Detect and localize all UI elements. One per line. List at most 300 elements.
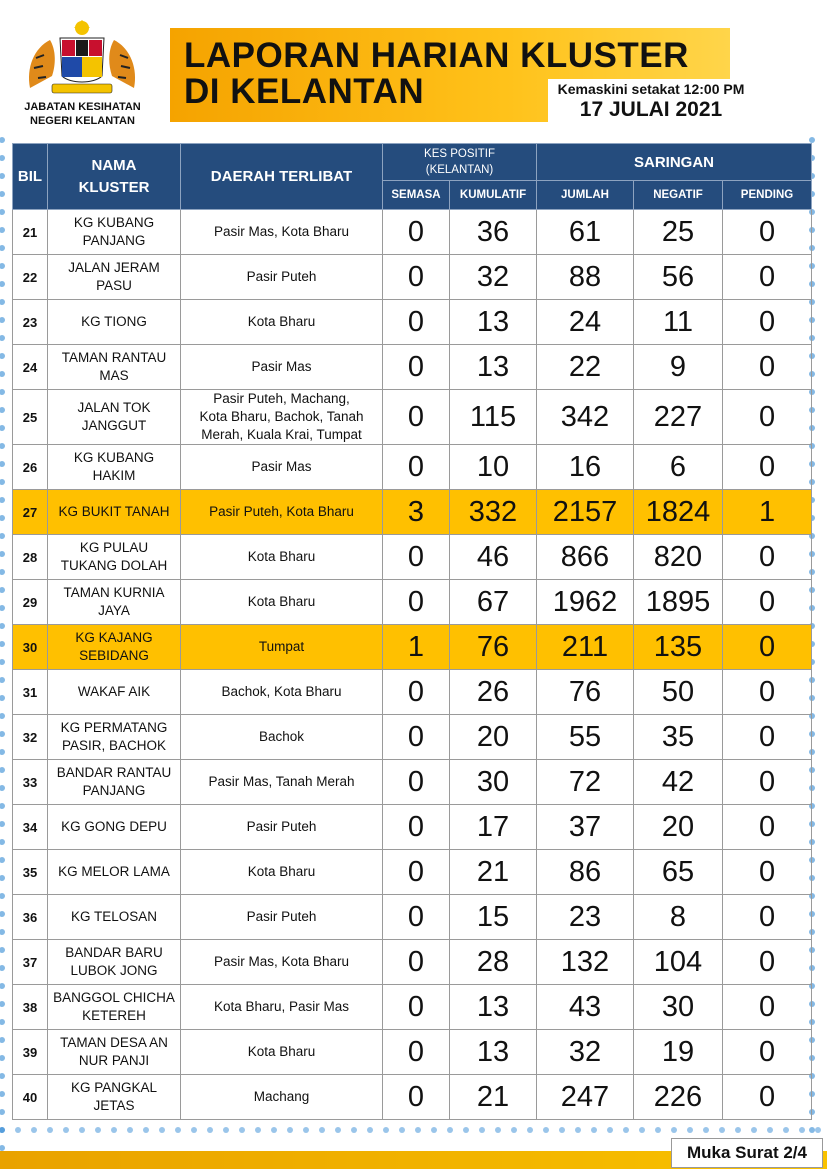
- cell-semasa: [383, 805, 450, 850]
- cell-nama-kluster-text: KG PULAU: [79, 540, 149, 555]
- cell-semasa-text: 0: [407, 856, 425, 888]
- cell-jumlah: [537, 895, 634, 940]
- cell-nama-kluster-text: TAMAN KURNIA: [63, 585, 165, 600]
- cell-negatif-text: 6: [669, 451, 687, 483]
- cell-semasa: [383, 580, 450, 625]
- cell-semasa: [383, 1030, 450, 1075]
- cell-jumlah: [537, 210, 634, 255]
- cell-daerah-text: Kota Bharu: [247, 594, 316, 609]
- cell-semasa-text: 0: [407, 946, 425, 978]
- cell-jumlah: [537, 535, 634, 580]
- table-row: [13, 1030, 812, 1075]
- cell-pending-text: 0: [758, 261, 776, 293]
- cell-pending: [723, 445, 812, 490]
- cell-negatif-text: 8: [669, 901, 687, 933]
- cell-semasa-text: 0: [407, 541, 425, 573]
- cell-daerah: [181, 895, 383, 940]
- table-row: [13, 850, 812, 895]
- cell-jumlah: [537, 345, 634, 390]
- cell-negatif: [634, 805, 723, 850]
- cell-pending-text: 1: [758, 496, 776, 528]
- cell-bil: [13, 805, 48, 850]
- cell-pending-text: 0: [758, 1081, 776, 1113]
- cell-negatif-text: 11: [662, 306, 694, 338]
- cell-nama-kluster: [48, 625, 181, 670]
- cell-negatif-text: 226: [653, 1081, 703, 1113]
- cell-jumlah: [537, 300, 634, 345]
- table-row: [13, 445, 812, 490]
- cell-kumulatif: [450, 490, 537, 535]
- cell-nama-kluster: [48, 255, 181, 300]
- cell-negatif: [634, 670, 723, 715]
- cell-daerah: [181, 670, 383, 715]
- cell-jumlah: [537, 850, 634, 895]
- cell-daerah: [181, 535, 383, 580]
- cell-daerah-text: Bachok, Kota Bharu: [221, 684, 342, 699]
- cell-jumlah-text: 22: [568, 351, 602, 383]
- cell-kumulatif-text: 30: [476, 766, 510, 798]
- malaysia-coat-of-arms-icon: [22, 18, 142, 100]
- cell-nama-kluster-text: KG KUBANG: [73, 450, 155, 465]
- cell-nama-kluster-text: JETAS: [93, 1098, 135, 1113]
- cell-negatif-text: 65: [661, 856, 695, 888]
- table-row: [13, 580, 812, 625]
- cell-bil: [13, 255, 48, 300]
- page-number-label: Muka Surat 2/4: [671, 1138, 823, 1168]
- cell-negatif: [634, 625, 723, 670]
- cell-semasa-text: 0: [407, 306, 425, 338]
- cell-daerah-text: Pasir Puteh: [246, 909, 317, 924]
- cell-kumulatif-text: 13: [476, 351, 510, 383]
- cell-jumlah-text: 24: [568, 306, 602, 338]
- cell-semasa-text: 0: [407, 401, 425, 433]
- cell-jumlah: [537, 985, 634, 1030]
- cell-kumulatif-text: 28: [476, 946, 510, 978]
- cell-semasa: [383, 210, 450, 255]
- cell-bil: [13, 895, 48, 940]
- table-row: [13, 895, 812, 940]
- cell-daerah: [181, 1030, 383, 1075]
- cell-kumulatif-text: 46: [476, 541, 510, 573]
- date-panel: [548, 79, 754, 126]
- cell-negatif-text: 1824: [645, 496, 711, 528]
- cell-bil-text: 39: [22, 1044, 38, 1060]
- cell-nama-kluster-text: JALAN TOK: [77, 400, 151, 415]
- cell-kumulatif: [450, 760, 537, 805]
- table-row: [13, 670, 812, 715]
- cell-semasa-text: 0: [407, 351, 425, 383]
- cell-negatif: [634, 345, 723, 390]
- cell-nama-kluster: [48, 490, 181, 535]
- cell-semasa: [383, 300, 450, 345]
- cell-kumulatif: [450, 850, 537, 895]
- cell-kumulatif-text: 32: [476, 261, 510, 293]
- cell-pending: [723, 985, 812, 1030]
- agency-name: [0, 100, 165, 128]
- cell-daerah-text: Pasir Mas, Kota Bharu: [213, 224, 350, 239]
- cell-negatif: [634, 580, 723, 625]
- cell-nama-kluster: [48, 300, 181, 345]
- cell-semasa-text: 0: [407, 451, 425, 483]
- cell-jumlah: [537, 940, 634, 985]
- table-row: [13, 300, 812, 345]
- cell-bil-text: 28: [22, 549, 38, 565]
- cell-bil-text: 40: [22, 1089, 38, 1105]
- cell-daerah: [181, 390, 383, 445]
- cell-jumlah: [537, 255, 634, 300]
- cell-bil-text: 32: [22, 729, 38, 745]
- cell-bil-text: 35: [22, 864, 38, 880]
- cell-daerah-text: Kota Bharu: [247, 549, 316, 564]
- cell-jumlah-text: 43: [568, 991, 602, 1023]
- cell-semasa: [383, 670, 450, 715]
- table-row: [13, 760, 812, 805]
- cell-bil: [13, 1030, 48, 1075]
- cell-nama-kluster-text: MAS: [99, 368, 129, 383]
- cell-daerah-text: Kota Bharu: [247, 1044, 316, 1059]
- cell-jumlah: [537, 760, 634, 805]
- table-row: [13, 715, 812, 760]
- cell-nama-kluster-text: KG MELOR LAMA: [58, 864, 170, 879]
- cell-daerah: [181, 760, 383, 805]
- cell-bil-text: 25: [22, 409, 38, 425]
- cell-bil: [13, 345, 48, 390]
- cell-jumlah-text: 247: [560, 1081, 610, 1113]
- cell-kumulatif-text: 115: [469, 401, 517, 433]
- cell-semasa: [383, 490, 450, 535]
- cell-nama-kluster: [48, 390, 181, 445]
- cell-semasa-text: 3: [407, 496, 425, 528]
- cell-kumulatif-text: 13: [476, 1036, 510, 1068]
- cell-bil: [13, 850, 48, 895]
- cell-bil-text: 27: [22, 504, 38, 520]
- cell-negatif: [634, 490, 723, 535]
- cell-jumlah: [537, 1075, 634, 1120]
- cell-kumulatif: [450, 670, 537, 715]
- cell-negatif-text: 25: [661, 216, 695, 248]
- col-header-daerah: DAERAH TERLIBAT: [181, 144, 383, 210]
- cell-negatif-text: 9: [669, 351, 687, 383]
- cell-daerah-text: Pasir Mas: [251, 359, 312, 374]
- cell-kumulatif-text: 36: [476, 216, 510, 248]
- cell-daerah: [181, 490, 383, 535]
- table-row: [13, 390, 812, 445]
- cell-negatif-text: 35: [661, 721, 695, 753]
- cell-pending-text: 0: [758, 1036, 776, 1068]
- table-row: [13, 490, 812, 535]
- cell-jumlah: [537, 390, 634, 445]
- cell-jumlah-text: 37: [568, 811, 602, 843]
- cell-nama-kluster-text: NUR PANJI: [78, 1053, 150, 1068]
- table-row: [13, 940, 812, 985]
- col-header-semasa: SEMASA: [383, 181, 450, 210]
- cell-bil: [13, 445, 48, 490]
- cell-daerah-text: Pasir Puteh: [246, 819, 317, 834]
- table-row: [13, 345, 812, 390]
- cell-nama-kluster: [48, 445, 181, 490]
- cell-jumlah-text: 2157: [552, 496, 618, 528]
- cell-bil-text: 26: [22, 459, 38, 475]
- cell-nama-kluster-text: SEBIDANG: [79, 648, 149, 663]
- cell-kumulatif-text: 15: [476, 901, 510, 933]
- cell-negatif: [634, 1030, 723, 1075]
- cell-jumlah: [537, 625, 634, 670]
- cell-jumlah: [537, 445, 634, 490]
- cell-semasa-text: 0: [407, 901, 425, 933]
- cell-kumulatif-text: 332: [468, 496, 518, 528]
- cell-nama-kluster-text: LUBOK JONG: [70, 963, 158, 978]
- cell-semasa: [383, 625, 450, 670]
- cell-jumlah-text: 86: [568, 856, 602, 888]
- cell-daerah-text: Kota Bharu: [247, 314, 316, 329]
- table-row: [13, 210, 812, 255]
- cell-pending-text: 0: [758, 901, 776, 933]
- cell-pending: [723, 535, 812, 580]
- cell-pending-text: 0: [758, 991, 776, 1023]
- cell-jumlah: [537, 805, 634, 850]
- col-header-nama-kluster: NAMA KLUSTER: [48, 144, 181, 210]
- cell-nama-kluster-text: PASU: [96, 278, 132, 293]
- cell-bil: [13, 535, 48, 580]
- cell-daerah-text: Pasir Mas: [251, 459, 312, 474]
- cell-pending-text: 0: [758, 401, 776, 433]
- cell-bil: [13, 760, 48, 805]
- cell-semasa-text: 0: [407, 261, 425, 293]
- cell-nama-kluster-text: JANGGUT: [81, 418, 147, 433]
- cell-nama-kluster-text: PASIR, BACHOK: [61, 738, 167, 753]
- cell-bil-text: 21: [22, 224, 38, 240]
- report-title-line-2: DI KELANTAN: [184, 72, 425, 111]
- cell-semasa-text: 0: [407, 1036, 425, 1068]
- cell-nama-kluster-text: KG KUBANG: [73, 215, 155, 230]
- cell-semasa: [383, 940, 450, 985]
- cell-daerah-text: Merah, Kuala Krai, Tumpat: [201, 427, 362, 442]
- cell-pending-text: 0: [758, 811, 776, 843]
- col-header-negatif: NEGATIF: [634, 181, 723, 210]
- cell-pending: [723, 210, 812, 255]
- cell-negatif: [634, 760, 723, 805]
- cell-daerah-text: Pasir Mas, Kota Bharu: [213, 954, 350, 969]
- cell-pending: [723, 895, 812, 940]
- cell-jumlah-text: 342: [560, 401, 610, 433]
- table-row: [13, 985, 812, 1030]
- cell-nama-kluster-text: PANJANG: [82, 233, 146, 248]
- cell-kumulatif-text: 67: [476, 586, 510, 618]
- cell-pending: [723, 1030, 812, 1075]
- cell-nama-kluster-text: KG GONG DEPU: [61, 819, 167, 834]
- cell-negatif-text: 42: [661, 766, 695, 798]
- cell-jumlah: [537, 670, 634, 715]
- cell-bil: [13, 940, 48, 985]
- table-row: [13, 625, 812, 670]
- cell-nama-kluster: [48, 670, 181, 715]
- cell-kumulatif: [450, 805, 537, 850]
- cell-nama-kluster-text: PANJANG: [82, 783, 146, 798]
- cell-jumlah-text: 23: [568, 901, 602, 933]
- agency-line-2: NEGERI KELANTAN: [30, 115, 135, 127]
- cell-nama-kluster-text: KG TELOSAN: [70, 909, 158, 924]
- cell-nama-kluster: [48, 940, 181, 985]
- cell-negatif: [634, 940, 723, 985]
- cell-pending: [723, 715, 812, 760]
- cell-nama-kluster-text: TAMAN RANTAU: [61, 350, 167, 365]
- cell-nama-kluster: [48, 805, 181, 850]
- cell-pending: [723, 940, 812, 985]
- cell-negatif-text: 227: [653, 401, 703, 433]
- cell-daerah-text: Kota Bharu: [247, 864, 316, 879]
- cell-kumulatif: [450, 625, 537, 670]
- cell-nama-kluster: [48, 850, 181, 895]
- cell-pending-text: 0: [758, 766, 776, 798]
- cell-negatif: [634, 390, 723, 445]
- group-header-saringan: SARINGAN: [537, 144, 812, 181]
- col-header-pending: PENDING: [723, 181, 812, 210]
- cell-kumulatif: [450, 210, 537, 255]
- cell-daerah-text: Kota Bharu, Bachok, Tanah: [199, 409, 364, 424]
- cell-semasa: [383, 1075, 450, 1120]
- cell-pending: [723, 1075, 812, 1120]
- cell-daerah: [181, 580, 383, 625]
- cell-kumulatif: [450, 535, 537, 580]
- cell-semasa-text: 0: [407, 216, 425, 248]
- cell-daerah: [181, 210, 383, 255]
- group-header-kes-positif: KES POSITIF (KELANTAN): [383, 144, 537, 181]
- cell-kumulatif: [450, 300, 537, 345]
- cell-jumlah-text: 88: [568, 261, 602, 293]
- cell-negatif-text: 50: [661, 676, 695, 708]
- cell-daerah: [181, 300, 383, 345]
- cluster-table: [12, 143, 812, 1120]
- cell-nama-kluster-text: HAKIM: [92, 468, 136, 483]
- cell-bil: [13, 625, 48, 670]
- cell-semasa: [383, 760, 450, 805]
- cell-nama-kluster-text: KETEREH: [82, 1008, 146, 1023]
- cell-negatif-text: 56: [661, 261, 695, 293]
- cell-nama-kluster: [48, 760, 181, 805]
- table-row: [13, 805, 812, 850]
- cell-pending-text: 0: [758, 856, 776, 888]
- report-title-line-1: LAPORAN HARIAN KLUSTER: [184, 36, 689, 75]
- cell-negatif-text: 820: [653, 541, 703, 573]
- cell-semasa: [383, 345, 450, 390]
- cell-nama-kluster-text: BANGGOL CHICHA: [53, 990, 175, 1005]
- cell-kumulatif-text: 13: [476, 306, 510, 338]
- cell-semasa-text: 0: [407, 721, 425, 753]
- cell-negatif: [634, 895, 723, 940]
- cell-pending: [723, 255, 812, 300]
- cell-semasa: [383, 895, 450, 940]
- cell-nama-kluster-text: JAYA: [98, 603, 130, 618]
- cell-kumulatif: [450, 895, 537, 940]
- cell-semasa: [383, 390, 450, 445]
- cell-negatif: [634, 715, 723, 760]
- cell-daerah-text: Pasir Puteh, Machang,: [213, 391, 350, 406]
- cell-semasa: [383, 715, 450, 760]
- cell-bil-text: 34: [22, 819, 38, 835]
- cell-pending: [723, 490, 812, 535]
- cell-semasa: [383, 985, 450, 1030]
- cell-daerah: [181, 345, 383, 390]
- cell-daerah-text: Pasir Mas, Tanah Merah: [208, 774, 355, 789]
- cell-nama-kluster-text: BANDAR RANTAU: [56, 765, 172, 780]
- col-header-bil: BIL: [13, 144, 48, 210]
- cell-semasa-text: 0: [407, 586, 425, 618]
- cell-kumulatif: [450, 940, 537, 985]
- cell-jumlah-text: 76: [568, 676, 602, 708]
- cell-pending: [723, 760, 812, 805]
- cell-pending: [723, 670, 812, 715]
- cell-daerah: [181, 805, 383, 850]
- cell-kumulatif: [450, 580, 537, 625]
- cell-bil-text: 30: [22, 639, 38, 655]
- table-row: [13, 1075, 812, 1120]
- cell-pending: [723, 580, 812, 625]
- cell-bil: [13, 985, 48, 1030]
- cell-bil: [13, 715, 48, 760]
- cell-nama-kluster: [48, 580, 181, 625]
- cell-daerah-text: Bachok: [258, 729, 305, 744]
- cell-pending-text: 0: [758, 721, 776, 753]
- cell-bil-text: 38: [22, 999, 38, 1015]
- cell-bil-text: 29: [22, 594, 38, 610]
- cell-nama-kluster: [48, 895, 181, 940]
- cell-bil: [13, 300, 48, 345]
- cell-pending-text: 0: [758, 216, 776, 248]
- cell-semasa-text: 1: [407, 631, 425, 663]
- cell-daerah-text: Tumpat: [258, 639, 305, 654]
- cell-kumulatif: [450, 445, 537, 490]
- cell-semasa-text: 0: [407, 991, 425, 1023]
- cell-nama-kluster-text: KG TIONG: [81, 314, 147, 329]
- cell-nama-kluster: [48, 535, 181, 580]
- cell-negatif-text: 30: [661, 991, 695, 1023]
- cell-bil: [13, 390, 48, 445]
- cell-pending-text: 0: [758, 451, 776, 483]
- cell-daerah-text: Pasir Puteh, Kota Bharu: [209, 504, 354, 519]
- table-row: [13, 255, 812, 300]
- cell-negatif: [634, 985, 723, 1030]
- cell-bil-text: 36: [22, 909, 38, 925]
- cell-nama-kluster-text: KG PERMATANG: [60, 720, 168, 735]
- cell-jumlah-text: 132: [560, 946, 610, 978]
- cell-negatif: [634, 535, 723, 580]
- cell-semasa-text: 0: [407, 811, 425, 843]
- col-header-jumlah: JUMLAH: [537, 181, 634, 210]
- cell-pending: [723, 625, 812, 670]
- cell-nama-kluster: [48, 985, 181, 1030]
- cell-daerah: [181, 255, 383, 300]
- cell-jumlah: [537, 490, 634, 535]
- cell-kumulatif: [450, 985, 537, 1030]
- cell-pending: [723, 805, 812, 850]
- cell-bil: [13, 580, 48, 625]
- cell-jumlah-text: 1962: [552, 586, 618, 618]
- cell-bil-text: 33: [22, 774, 38, 790]
- cell-daerah: [181, 940, 383, 985]
- cell-pending: [723, 390, 812, 445]
- cell-pending-text: 0: [758, 541, 776, 573]
- cell-bil-text: 37: [22, 954, 38, 970]
- cell-pending-text: 0: [758, 946, 776, 978]
- cell-jumlah-text: 72: [568, 766, 602, 798]
- cell-semasa-text: 0: [407, 766, 425, 798]
- cell-bil: [13, 1075, 48, 1120]
- cell-semasa: [383, 850, 450, 895]
- cell-kumulatif-text: 21: [476, 1081, 510, 1113]
- cell-nama-kluster-text: BANDAR BARU: [65, 945, 163, 960]
- cell-kumulatif-text: 17: [476, 811, 510, 843]
- cell-semasa: [383, 535, 450, 580]
